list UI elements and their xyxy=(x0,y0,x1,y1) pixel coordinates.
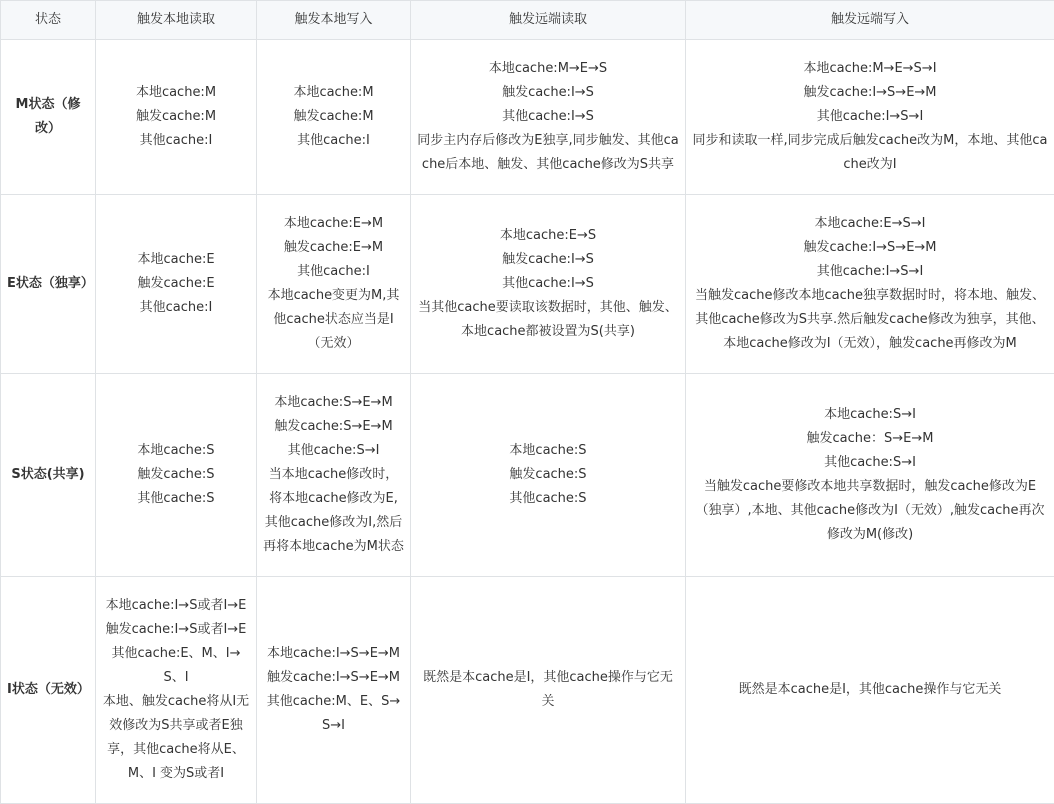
state-label: I状态（无效） xyxy=(1,577,96,804)
cell-local-write: 本地cache:S→E→M 触发cache:S→E→M 其他cache:S→I 当本地cache修改时，将本地cache修改为E,其他cache修改为I,然后再将本地cache为M状态 xyxy=(257,374,411,577)
cell-remote-write: 既然是本cache是I，其他cache操作与它无关 xyxy=(686,577,1054,804)
cell-local-write: 本地cache:E→M 触发cache:E→M 其他cache:I 本地cache变更为M,其他cache状态应当是I（无效） xyxy=(257,195,411,374)
header-row xyxy=(1,1,1054,40)
cell-remote-read: 本地cache:S 触发cache:S 其他cache:S xyxy=(411,374,686,577)
state-label: M状态（修改） xyxy=(1,40,96,195)
cell-remote-write: 本地cache:S→I 触发cache：S→E→M 其他cache:S→I 当触发cache要修改本地共享数据时，触发cache修改为E（独享）,本地、其他cache修改为I（无效）,触发cache再次修改为M(修改) xyxy=(686,374,1054,577)
state-label: S状态(共享) xyxy=(1,374,96,577)
table-row-m xyxy=(1,40,1054,195)
cell-local-read: 本地cache:M 触发cache:M 其他cache:I xyxy=(96,40,257,195)
cell-local-read: 本地cache:I→S或者I→E 触发cache:I→S或者I→E 其他cache:E、M、I→S、I 本地、触发cache将从I无效修改为S共享或者E独享，其他cache将从E、M、I 变为S或者I xyxy=(96,577,257,804)
state-label: E状态（独享） xyxy=(1,195,96,374)
table-row-s xyxy=(1,374,1054,577)
cell-remote-write: 本地cache:M→E→S→I 触发cache:I→S→E→M 其他cache:I→S→I 同步和读取一样,同步完成后触发cache改为M，本地、其他cache改为I xyxy=(686,40,1054,195)
header-local-write: 触发本地写入 xyxy=(257,1,411,40)
header-state: 状态 xyxy=(1,1,96,40)
cell-local-read: 本地cache:E 触发cache:E 其他cache:I xyxy=(96,195,257,374)
cell-remote-write: 本地cache:E→S→I 触发cache:I→S→E→M 其他cache:I→S→I 当触发cache修改本地cache独享数据时时，将本地、触发、其他cache修改为S共享.然后触发cache修改为独享，其他、本地cache修改为I（无效），触发cache再修改为M xyxy=(686,195,1054,374)
cell-local-write: 本地cache:I→S→E→M 触发cache:I→S→E→M 其他cache:M、E、S→S→I xyxy=(257,577,411,804)
header-remote-write: 触发远端写入 xyxy=(686,1,1054,40)
cell-remote-read: 本地cache:M→E→S 触发cache:I→S 其他cache:I→S 同步主内存后修改为E独享,同步触发、其他cache后本地、触发、其他cache修改为S共享 xyxy=(411,40,686,195)
cell-local-write: 本地cache:M 触发cache:M 其他cache:I xyxy=(257,40,411,195)
cell-remote-read: 既然是本cache是I，其他cache操作与它无关 xyxy=(411,577,686,804)
header-remote-read: 触发远端读取 xyxy=(411,1,686,40)
cell-local-read: 本地cache:S 触发cache:S 其他cache:S xyxy=(96,374,257,577)
cell-remote-read: 本地cache:E→S 触发cache:I→S 其他cache:I→S 当其他cache要读取该数据时，其他、触发、本地cache都被设置为S(共享) xyxy=(411,195,686,374)
table-row-i xyxy=(1,577,1054,804)
header-local-read: 触发本地读取 xyxy=(96,1,257,40)
table-row-e xyxy=(1,195,1054,374)
